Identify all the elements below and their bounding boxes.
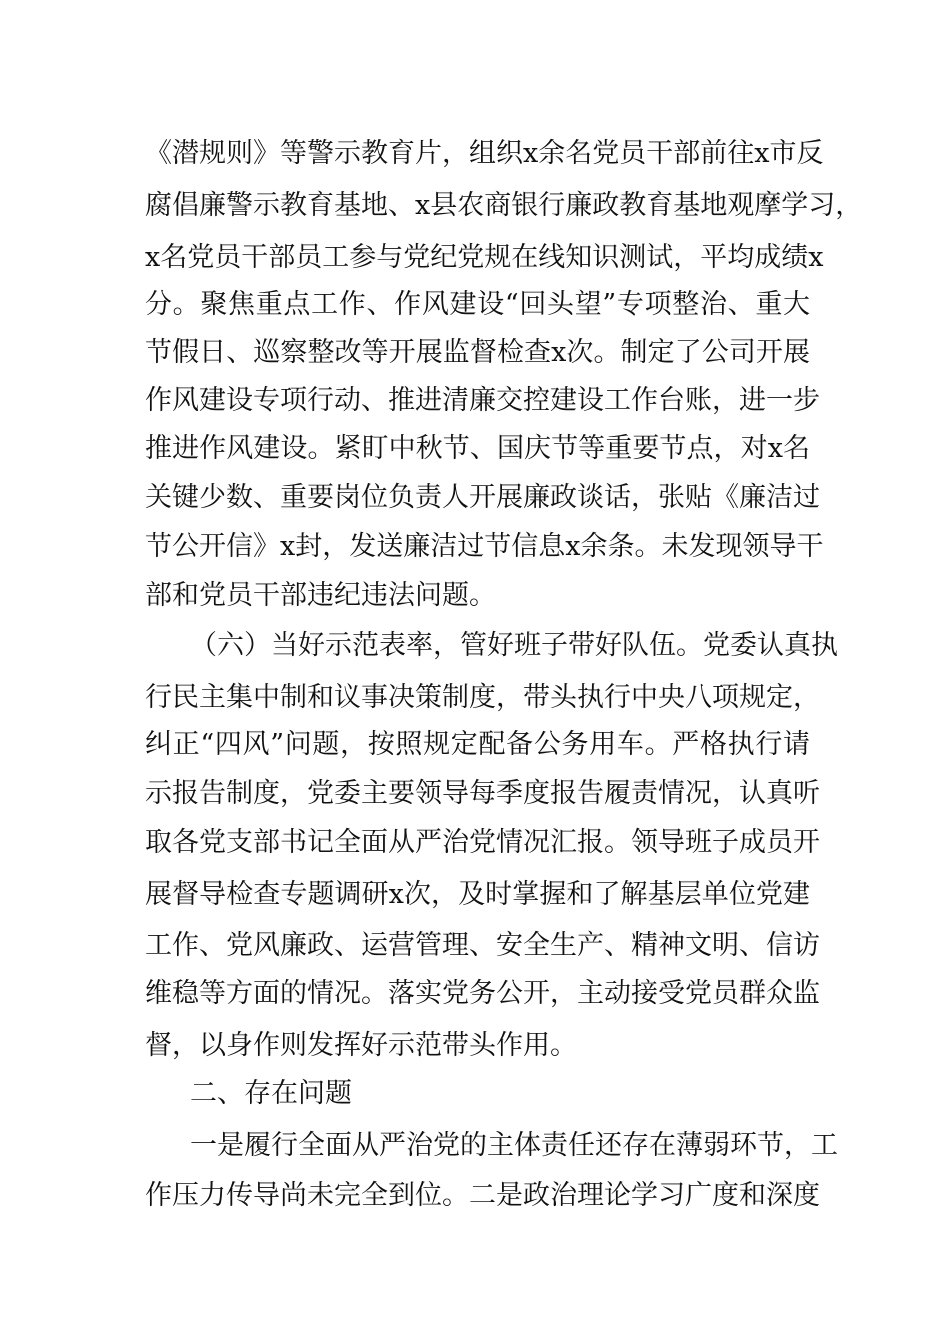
section-heading-problems: 二、存在问题 bbox=[190, 1078, 352, 1109]
text-line: 关键少数、重要岗位负责人开展廉政谈话，张贴《廉洁过 bbox=[145, 482, 820, 513]
text-line: 作风建设专项行动、推进清廉交控建设工作台账，进一步 bbox=[145, 385, 820, 416]
text-line: 督，以身作则发挥好示范带头作用。 bbox=[145, 1030, 577, 1061]
text-line: x名党员干部员工参与党纪党规在线知识测试，平均成绩x bbox=[145, 242, 824, 273]
text-line: 展督导检查专题调研x次，及时掌握和了解基层单位党建 bbox=[145, 879, 810, 910]
text-line: 行民主集中制和议事决策制度，带头执行中央八项规定， bbox=[145, 682, 820, 713]
text-line: 作压力传导尚未完全到位。二是政治理论学习广度和深度 bbox=[145, 1180, 820, 1211]
text-line: 《潜规则》等警示教育片，组织x余名党员干部前往x市反 bbox=[145, 138, 824, 169]
text-line: 腐倡廉警示教育基地、x县农商银行廉政教育基地观摩学习， bbox=[145, 190, 863, 221]
text-line: 取各党支部书记全面从严治党情况汇报。领导班子成员开 bbox=[145, 827, 820, 858]
text-line: 纠正“四风”问题，按照规定配备公务用车。严格执行请 bbox=[145, 729, 810, 760]
section-heading-six: （六）当好示范表率，管好班子带好队伍。党委认真执 bbox=[190, 630, 838, 661]
text-line: 分。聚焦重点工作、作风建设“回头望”专项整治、重大 bbox=[145, 289, 810, 320]
text-line: 工作、党风廉政、运营管理、安全生产、精神文明、信访 bbox=[145, 930, 820, 961]
text-line: 一是履行全面从严治党的主体责任还存在薄弱环节，工 bbox=[190, 1130, 838, 1161]
text-line: 推进作风建设。紧盯中秋节、国庆节等重要节点，对x名 bbox=[145, 433, 810, 464]
text-line: 节公开信》x封，发送廉洁过节信息x余条。未发现领导干 bbox=[145, 531, 824, 562]
text-line: 维稳等方面的情况。落实党务公开，主动接受党员群众监 bbox=[145, 978, 820, 1009]
text-line: 部和党员干部违纪违法问题。 bbox=[145, 580, 496, 611]
text-line: 节假日、巡察整改等开展监督检查x次。制定了公司开展 bbox=[145, 337, 810, 368]
text-line: 示报告制度，党委主要领导每季度报告履责情况，认真听 bbox=[145, 778, 820, 809]
